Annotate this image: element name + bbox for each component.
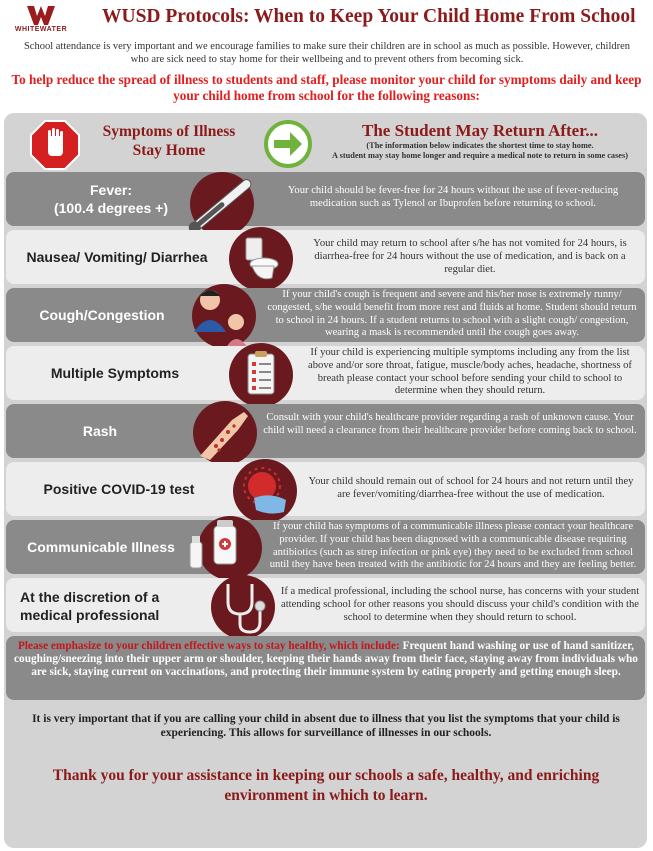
row-label: Fever: (100.4 degrees +) [53, 182, 168, 216]
symptoms-header-line2: Stay Home [132, 142, 206, 159]
clipboard-checklist-icon [228, 342, 294, 408]
row-nausea [6, 230, 645, 284]
green-arrow-icon [264, 120, 312, 168]
logo-text: WHITEWATER [14, 26, 68, 33]
row-label: Cough/Congestion [39, 307, 165, 323]
row-label: Nausea/ Vomiting/ Diarrhea [26, 249, 208, 265]
intro-text: School attendance is very important and we encourage families to make sure their children are in school as much as possible. However, children who are sick need to stay home for their wellbeing and to prevent others from becoming sick. [23, 41, 631, 65]
row-label: Positive COVID-19 test [43, 481, 195, 497]
row-label: At the discretion of a medical professional [20, 589, 160, 623]
page-title: WUSD Protocols: When to Keep Your Child Home From School [102, 6, 636, 27]
stethoscope-icon [210, 574, 276, 640]
row-desc: If your child's cough is frequent and severe and his/her nose is extremely runny/ congested, s/he would benefit from more rest and fluids at home. Student should return to school in 24 hours. If a student returns to school with a slight cough/ congestion, wearing a mask is recommended until the cough goes away. [267, 289, 637, 339]
symptoms-header-line1: Symptoms of Illness [102, 123, 236, 140]
row-label: Rash [82, 423, 118, 439]
return-header-title: The Student May Return After... [362, 121, 598, 140]
return-header-note2: A student may stay home longer and require a medical note to return in some cases) [332, 151, 628, 160]
row-communicable [6, 520, 645, 574]
row-desc: If your child is experiencing multiple symptoms including any from the list above and/or sore throat, fatigue, muscle/body aches, headache, shortness of breath please contact your school before sending your child to school to determine when they should return. [308, 347, 632, 397]
row-discretion [6, 578, 645, 632]
row-label: Multiple Symptoms [50, 365, 180, 381]
row-multiple [6, 346, 645, 400]
rash-arm-icon [192, 400, 258, 466]
absent-note: It is very important that if you are calling your child in absent due to illness that you list the symptoms that your child is experiencing. This allows for surveillance of illnesses in our schools. [32, 713, 620, 739]
row-desc: If a medical professional, including the school nurse, has concerns with your student attending school for other reasons you should discuss your child's condition with the school to determine when they should return to school. [280, 586, 640, 623]
row-desc: Your child should be fever-free for 24 hours without the use of fever-reducing medication such as Tylenol or Ibuprofen before returning to school. [287, 185, 619, 209]
row-fever [6, 172, 645, 226]
thank-you-note: Thank you for your assistance in keeping our schools a safe, healthy, and enriching environment in which to learn. [52, 767, 600, 804]
row-rash [6, 404, 645, 458]
row-cough [6, 288, 645, 342]
row-desc: Your child should remain out of school for 24 hours and not return until they are fever/vomiting/diarrhea-free without the use of medication. [308, 476, 634, 500]
whitewater-w-icon [26, 4, 56, 26]
tip-text [14, 640, 638, 679]
row-desc: Your child may return to school after s/he has not vomited for 24 hours, is diarrhea-free for 24 hours without the use of medication, and is back on a regular diet. [313, 238, 627, 275]
row-desc: Consult with your child's healthcare provider regarding a rash of unknown cause. Your child will need a clearance from their healthcare provider before coming back to school. [263, 412, 637, 436]
stop-hand-icon [30, 120, 80, 170]
row-covid [6, 462, 645, 516]
row-desc: If your child has symptoms of a communicable illness please contact your healthcare provider. If your child has been diagnosed with a communicable disease requiring antibiotics (such as strep infection or pink eye) they need to be excluded from school until they have been treated with the antibiotic for 24 hours and they are feeling better. [269, 521, 637, 571]
return-header [320, 120, 640, 161]
return-header-note1: (The information below indicates the shortest time to stay home. [366, 141, 594, 150]
district-logo [6, 4, 76, 38]
tip-body: Frequent hand washing or use of hand sanitizer, coughing/sneezing into their upper arm or shoulder, keeping their hands away from their face, staying away from individuals who are sick, staying current on vaccinations, and protecting their immune system by eating properly and getting enough sleep. [14, 640, 638, 678]
row-label: Communicable Illness [27, 539, 175, 555]
highlight-text: To help reduce the spread of illness to students and staff, please monitor your child for symptoms daily and keep your child home from school for the following reasons: [11, 72, 642, 103]
tip-lead: Please emphasize to your children effective ways to stay healthy, which include: [17, 640, 400, 652]
symptoms-header [88, 122, 250, 160]
